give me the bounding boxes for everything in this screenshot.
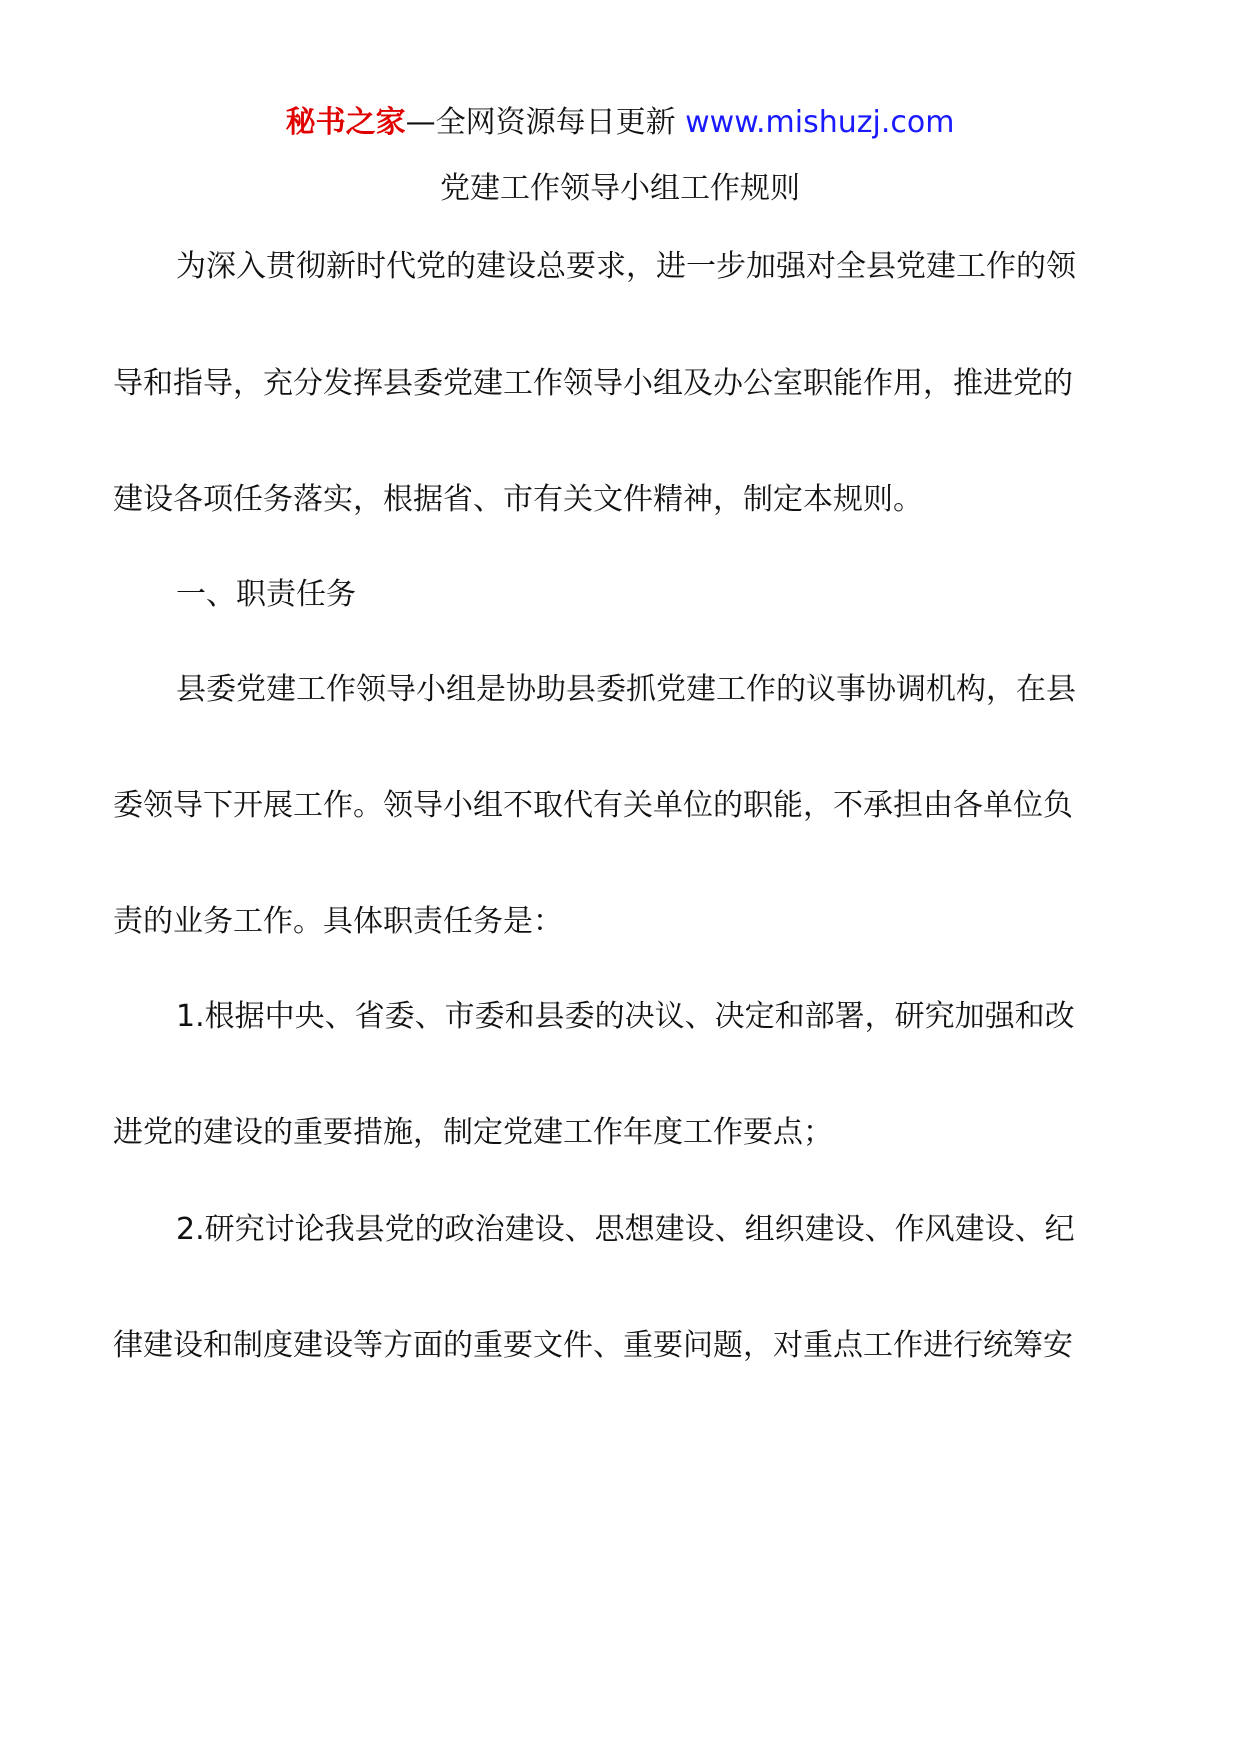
site-tagline: —全网资源每日更新 — [405, 105, 686, 140]
brand-name: 秘书之家 — [285, 105, 406, 140]
site-url-link[interactable]: www.mishuzj.com — [685, 105, 955, 140]
paragraph-line: 责的业务工作。具体职责任务是： — [113, 904, 563, 939]
paragraph-line: 县委党建工作领导小组是协助县委抓党建工作的议事协调机构，在县 — [176, 672, 1076, 707]
list-item-line: 2.研究讨论我县党的政治建设、思想建设、组织建设、作风建设、纪 — [176, 1212, 1075, 1247]
document-title: 党建工作领导小组工作规则 — [440, 171, 800, 206]
paragraph-line: 为深入贯彻新时代党的建设总要求，进一步加强对全县党建工作的领 — [176, 249, 1076, 284]
paragraph-line: 委领导下开展工作。领导小组不取代有关单位的职能，不承担由各单位负 — [113, 788, 1073, 823]
section-heading: 一、职责任务 — [176, 577, 356, 612]
list-item-line: 进党的建设的重要措施，制定党建工作年度工作要点； — [113, 1115, 833, 1150]
list-item-line: 律建设和制度建设等方面的重要文件、重要问题，对重点工作进行统筹安 — [113, 1328, 1073, 1363]
paragraph-line: 导和指导，充分发挥县委党建工作领导小组及办公室职能作用，推进党的 — [113, 366, 1073, 401]
list-item-line: 1.根据中央、省委、市委和县委的决议、决定和部署，研究加强和改 — [176, 999, 1075, 1034]
paragraph-line: 建设各项任务落实，根据省、市有关文件精神，制定本规则。 — [113, 482, 923, 517]
site-header — [0, 100, 1240, 146]
